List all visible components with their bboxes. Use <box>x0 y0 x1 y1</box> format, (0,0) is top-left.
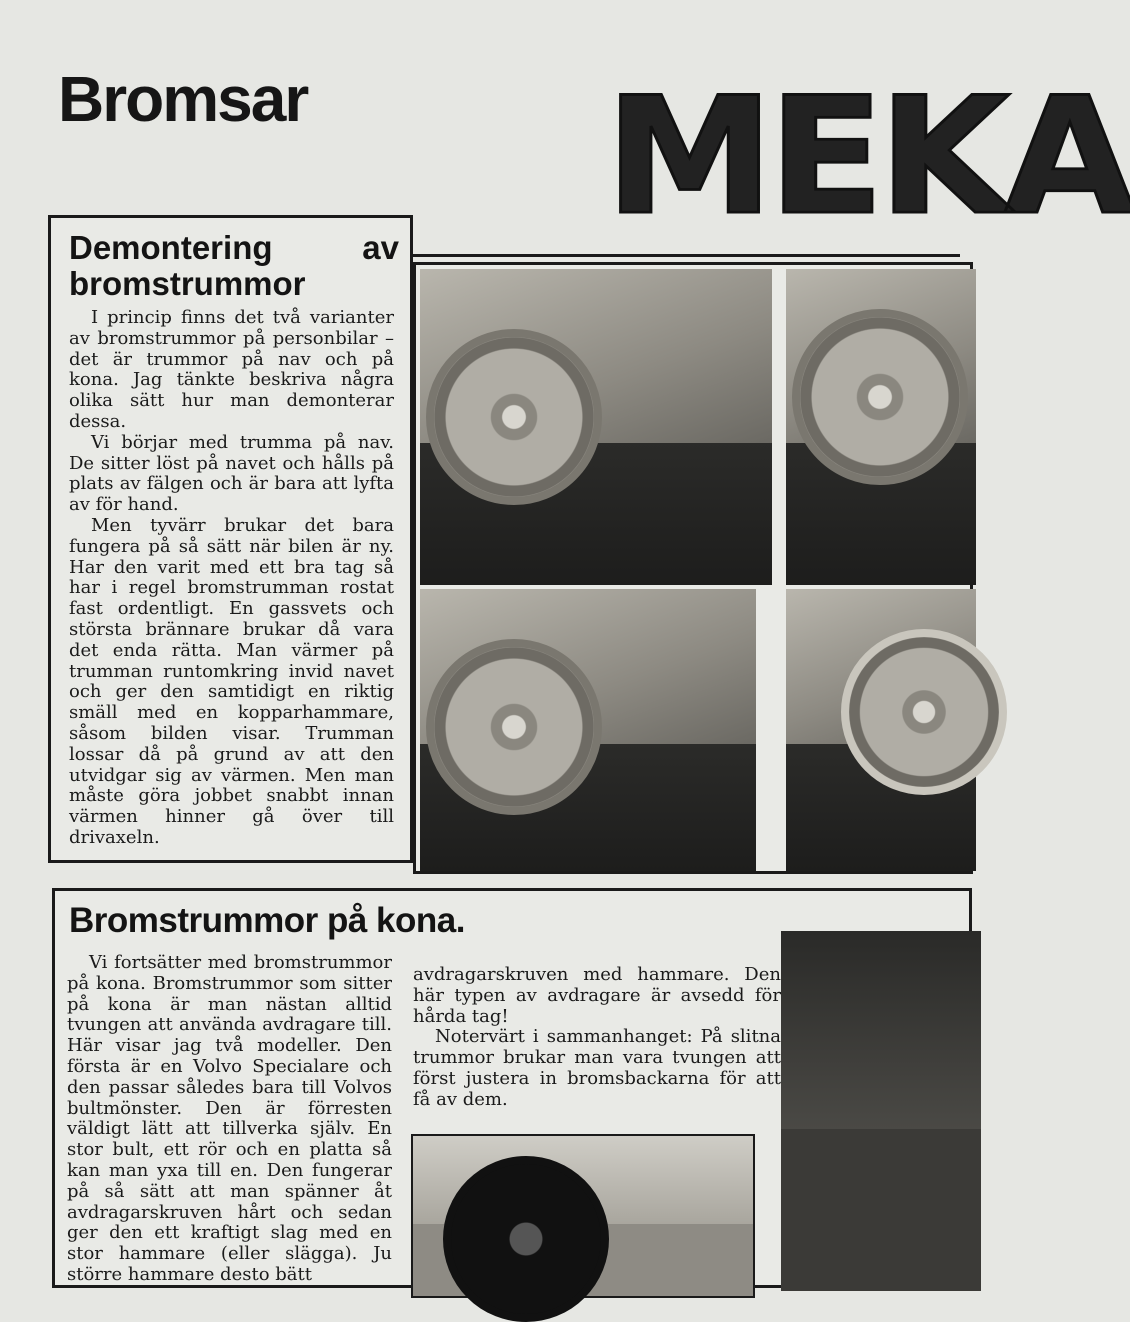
article-column-2 <box>413 965 781 1111</box>
paragraph: Vi börjar med trumma på nav. De sitter löst på navet och hålls på plats av fälgen och är bara att lyfta av för hand. <box>69 431 394 516</box>
heading-line: Demontering av <box>69 229 399 266</box>
divider-line <box>412 254 960 257</box>
photo-brake-drum-hammer <box>420 589 756 871</box>
heading-line: bromstrummor <box>69 265 306 302</box>
article-heading <box>69 230 399 302</box>
photo-puller-on-hub <box>781 931 981 1291</box>
photo-puller-tool <box>411 1134 755 1298</box>
article-column-1 <box>67 953 392 1286</box>
section-title: Bromsar <box>58 63 308 135</box>
photo-brake-drum-heating <box>420 269 772 585</box>
article-kona <box>52 888 972 1288</box>
photo-brake-drum <box>786 269 976 585</box>
article-heading: Bromstrummor på kona. <box>69 901 465 940</box>
magazine-logo: MEKA <box>605 62 1130 252</box>
paragraph: Men tyvärr brukar det bara fungera på så sätt när bilen är ny. Har den varit med ett bra tag så har i regel bromstrumman rostat fast ordentligt. En gassvets och största brännare brukar då vara det enda rätta. Man värmer på trumman runtomkring invid navet och ger den samtidigt en riktig smäll med en kopparhammare, såsom bilden visar. Trumman lossar då på grund av att den utvidgar sig av värmen. Men man måste göra jobbet snabbt innan värmen hinner gå över till drivaxeln. <box>69 514 394 848</box>
photo-brake-shoes <box>786 589 976 871</box>
paragraph: avdragarskruven med hammare. Den här typen av avdragare är avsedd för hårda tag! <box>413 964 781 1027</box>
paragraph: Vi fortsätter med bromstrummor på kona. Bromstrummor som sitter på kona är man nästan alltid tvungen att använda avdragare till. Här visar jag två modeller. Den första är en Volvo Specialare och den passar således bara till Volvos bultmönster. Den är förresten väldigt lätt att tillverka själv. En stor bult, ett rör och en platta så kan man yxa till en. Den fungerar på så sätt att man spänner åt avdragarskruven hårt och sedan ger den ett kraftigt slag med en stor hammare (eller slägga). Ju större hammare desto bätt <box>67 952 392 1285</box>
paragraph: I princip finns det två varianter av bromstrummor på personbilar – det är trummor på nav och på kona. Jag tänkte beskriva några olika sätt hur man demonterar dessa. <box>69 307 394 432</box>
article-body <box>69 308 394 849</box>
article-demontering <box>48 215 413 863</box>
paragraph: Notervärt i sammanhanget: På slitna trummor brukar man vara tvungen att först justera in bromsbackarna för att få av dem. <box>413 1026 781 1110</box>
photo-grid <box>413 262 973 874</box>
